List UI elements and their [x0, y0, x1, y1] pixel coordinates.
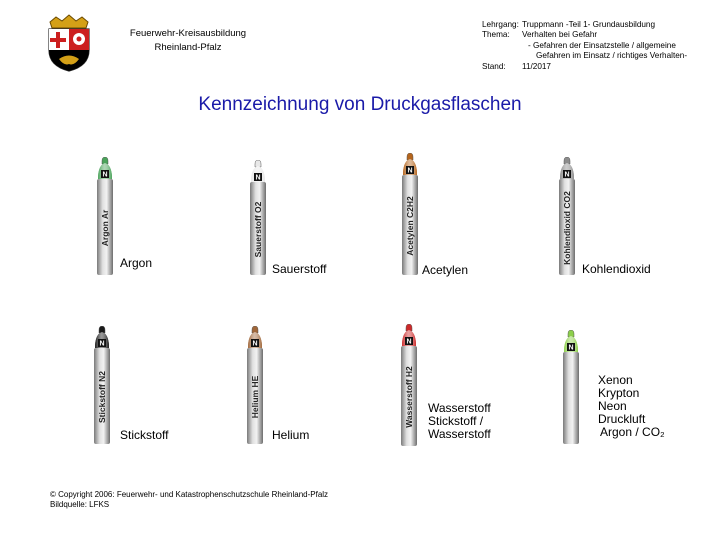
meta-value: - Gefahren der Einsatzstelle / allgemeine: [528, 40, 676, 50]
meta-row: [482, 51, 716, 61]
cylinder-graphic: [556, 157, 578, 277]
meta-key: [482, 41, 522, 51]
gas-cylinder: [556, 157, 578, 282]
gas-cylinder: [247, 160, 269, 282]
gas-cylinder: [244, 326, 266, 451]
cylinder-valve: [255, 160, 261, 167]
cylinder-graphic: [91, 326, 113, 446]
gas-cylinder: [560, 330, 582, 451]
cylinder-caption-line: Wasserstoff: [428, 401, 491, 415]
cylinder-caption-line: Druckluft: [598, 412, 646, 426]
meta-value: Gefahren im Einsatz / richtiges Verhalten-: [536, 51, 688, 61]
gas-cylinder: [398, 324, 420, 453]
cylinder-valve: [99, 326, 105, 333]
cylinder-graphic: [399, 153, 421, 277]
cylinder-caption-line: Neon: [598, 399, 627, 413]
meta-key: [482, 51, 522, 61]
organization-line2: Rheinland-Pfalz: [154, 42, 222, 53]
page-title: Kennzeichnung von Druckgasflaschen: [198, 94, 522, 115]
cylinder-caption: Stickstoff: [120, 428, 169, 442]
n-mark: N: [564, 171, 570, 179]
n-mark: N: [568, 344, 574, 352]
cylinder-body-text: Argon Ar: [100, 209, 110, 247]
cylinder-caption: Sauerstoff: [272, 262, 327, 276]
cylinder-valve: [568, 330, 574, 337]
state-coat-of-arms: [44, 14, 94, 72]
cylinder-valve: [252, 326, 258, 333]
cylinder-graphic: [560, 330, 582, 446]
gas-cylinder: [399, 153, 421, 282]
cylinder-body-text: Helium HE: [250, 375, 260, 419]
meta-key: Lehrgang:: [482, 20, 519, 29]
organization-line1: Feuerwehr-Kreisausbildung: [129, 28, 247, 39]
n-mark: N: [99, 340, 105, 348]
organization-name: [98, 27, 278, 55]
cylinder-graphic: [398, 324, 420, 448]
copyright-text: © Copyright 2006: Feuerwehr- und Katastrophenschutzschule Rheinland-Pfalz: [50, 490, 329, 499]
cylinder-caption: Helium: [272, 428, 310, 442]
meta-row: [482, 30, 716, 40]
meta-value: Truppmann -Teil 1- Grundausbildung: [522, 20, 656, 29]
cylinder-graphic: [247, 160, 269, 277]
footer: [50, 490, 328, 510]
cylinder-body-text: Sauerstoff O2: [253, 201, 263, 258]
cylinder-valve: [564, 157, 570, 164]
gas-cylinder: [91, 326, 113, 451]
n-mark: N: [255, 174, 261, 182]
cylinder-body: [563, 352, 579, 444]
cylinder-caption-line: Krypton: [598, 386, 640, 400]
cylinder-caption: Kohlendioxid: [582, 262, 651, 276]
cylinder-caption-extra: Argon / CO₂: [600, 425, 665, 439]
n-mark: N: [252, 340, 258, 348]
cylinder-valve: [406, 324, 412, 331]
cylinder-caption: [428, 402, 491, 441]
gas-cylinder: [94, 157, 116, 282]
meta-row: [482, 20, 716, 30]
n-mark: N: [102, 171, 108, 179]
meta-value: Verhalten bei Gefahr: [522, 30, 598, 40]
cylinder-body-text: Acetylen C2H2: [405, 196, 415, 256]
n-mark: N: [407, 167, 413, 175]
cylinder-caption: Acetylen: [422, 263, 469, 277]
meta-key: Thema:: [482, 30, 510, 40]
n-mark: N: [406, 338, 412, 346]
cylinder-body-text: Kohlendioxid CO2: [562, 191, 572, 265]
cylinder-graphic: [244, 326, 266, 446]
cylinder-caption-line: Xenon: [598, 373, 633, 387]
cylinder-caption: Argon: [120, 256, 153, 270]
image-source-text: Bildquelle: LFKS: [50, 500, 110, 509]
meta-row: [482, 41, 716, 51]
meta-key: Stand:: [482, 61, 506, 71]
meta-row: [482, 62, 716, 72]
cylinder-body-text: Stickstoff N2: [97, 371, 107, 423]
cylinder-graphic: [94, 157, 116, 277]
course-meta: [482, 20, 716, 72]
cylinder-valve: [102, 157, 108, 164]
meta-value: 11/2017: [522, 61, 551, 71]
cylinder-valve: [407, 153, 413, 160]
cylinder-caption-line: Stickstoff /: [428, 414, 484, 428]
cylinder-caption-line: Wasserstoff: [428, 427, 491, 441]
cylinder-caption: [598, 374, 645, 426]
cylinder-body-text: Wasserstoff H2: [404, 366, 414, 428]
